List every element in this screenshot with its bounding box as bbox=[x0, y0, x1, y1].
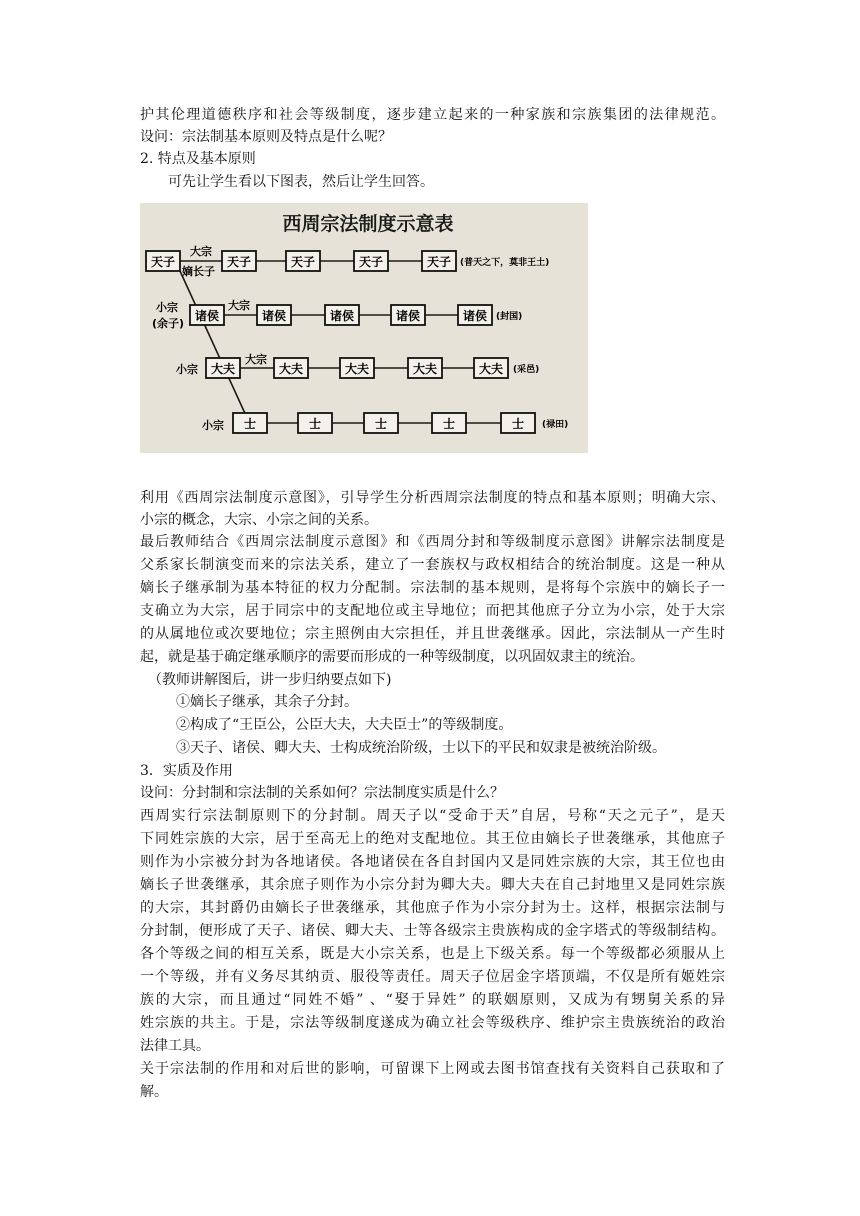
node-shi bbox=[501, 413, 535, 433]
node-zhuhou bbox=[458, 305, 492, 325]
svg-text:大夫: 大夫 bbox=[210, 362, 236, 376]
svg-text:大夫: 大夫 bbox=[412, 362, 438, 376]
svg-text:士: 士 bbox=[442, 417, 456, 431]
note-shi: (禄田) bbox=[542, 420, 569, 430]
diagram-title: 西周宗法制度示意表 bbox=[282, 213, 454, 235]
svg-text:士: 士 bbox=[511, 417, 525, 431]
label-xiaozong: 小宗 bbox=[176, 363, 198, 376]
label-yuzi: (余子) bbox=[152, 317, 185, 330]
zongfa-diagram bbox=[140, 203, 588, 453]
paragraph-line: 关于宗法制的作用和对后世的影响，可留课下上网或去图书馆查找有关资料自己获取和了 bbox=[140, 1061, 725, 1077]
section-heading: 2. 特点及基本原则 bbox=[140, 151, 256, 167]
summary-intro: （教师讲解图后，讲一步归纳要点如下) bbox=[148, 672, 392, 688]
svg-text:诸侯: 诸侯 bbox=[329, 309, 355, 323]
paragraph-line: 解。 bbox=[140, 1084, 168, 1100]
paragraph-line: 西周实行宗法制原则下的分封制。周天子以“受命于天”自居，号称“天之元子”，是天 bbox=[140, 808, 725, 824]
node-shi bbox=[432, 413, 466, 433]
node-zhuhou bbox=[257, 305, 291, 325]
note-dafu: (采邑) bbox=[513, 365, 540, 375]
paragraph-line: 各个等级之间的相互关系，既是大小宗关系，也是上下级关系。每一个等级都必须服从上 bbox=[140, 946, 725, 962]
svg-text:诸侯: 诸侯 bbox=[194, 309, 220, 323]
node-dafu bbox=[408, 358, 442, 378]
svg-text:天子: 天子 bbox=[426, 255, 452, 269]
zongfa-diagram-svg bbox=[140, 203, 588, 453]
node-dafu bbox=[474, 358, 508, 378]
node-shi bbox=[298, 413, 332, 433]
instruction-line: 可先让学生看以下图表，然后让学生回答。 bbox=[168, 174, 434, 190]
label-dizhangzi: 嫡长子 bbox=[182, 265, 215, 278]
paragraph-line: 最后教师结合《西周宗法制度示意图》和《西周分封和等级制度示意图》讲解宗法制度是 bbox=[140, 534, 725, 550]
svg-text:士: 士 bbox=[308, 417, 322, 431]
note-zhuhou: (封国) bbox=[496, 312, 523, 322]
node-zhuhou bbox=[190, 305, 224, 325]
node-tianzi bbox=[422, 251, 456, 271]
paragraph-line: 护其伦理道德秩序和社会等级制度，逐步建立起来的一种家族和宗族集团的法律规范。 bbox=[140, 107, 725, 123]
node-dafu bbox=[340, 358, 374, 378]
node-dafu bbox=[274, 358, 308, 378]
paragraph-line: 分封制，便形成了天子、诸侯、卿大夫、士等各级宗主贵族构成的金字塔式的等级制结构。 bbox=[140, 923, 725, 939]
paragraph-line: 起，就是基于确定继承顺序的需要而形成的一种等级制度，以巩固奴隶主的统治。 bbox=[140, 649, 644, 665]
paragraph-line: 姓宗族的共主。于是，宗法等级制度遂成为确立社会等级秩序、维护宗主贵族统治的政治 bbox=[140, 1015, 725, 1031]
paragraph-line: 嫡长子继承制为基本特征的权力分配制。宗法制的基本规则，是将每个宗族中的嫡长子一 bbox=[140, 580, 725, 596]
note-tianzi: (普天之下，莫非王土) bbox=[460, 258, 550, 268]
paragraph-line: 下同姓宗族的大宗，居于至高无上的绝对支配地位。其王位由嫡长子世袭继承，其他庶子 bbox=[140, 831, 725, 847]
paragraph-line: 支确立为大宗，居于同宗中的支配地位或主导地位；而把其他庶子分立为小宗，处于大宗 bbox=[140, 603, 725, 619]
paragraph-line: 的大宗，其封爵仍由嫡长子世袭继承，其他庶子作为小宗分封为士。这样，根据宗法制与 bbox=[140, 900, 725, 916]
svg-text:诸侯: 诸侯 bbox=[462, 309, 488, 323]
question-line: 设问：分封制和宗法制的关系如何？宗法制度实质是什么？ bbox=[140, 785, 504, 801]
svg-text:大夫: 大夫 bbox=[278, 362, 304, 376]
paragraph-line: 小宗的概念，大宗、小宗之间的关系。 bbox=[140, 512, 378, 528]
node-tianzi bbox=[146, 251, 180, 271]
paragraph-line: 的从属地位或次要地位；宗主照例由大宗担任，并且世袭继承。因此，宗法制从一产生时 bbox=[140, 626, 725, 642]
point-item: ①嫡长子继承，其余子分封。 bbox=[176, 694, 358, 710]
svg-text:大夫: 大夫 bbox=[344, 362, 370, 376]
svg-text:天子: 天子 bbox=[150, 255, 176, 269]
paragraph-line: 一个等级，并有义务尽其纳贡、服役等责任。周天子位居金字塔顶端，不仅是所有姬姓宗 bbox=[140, 969, 725, 985]
node-shi bbox=[364, 413, 398, 433]
svg-text:诸侯: 诸侯 bbox=[395, 309, 421, 323]
paragraph-line: 父系家长制演变而来的宗法关系，建立了一套族权与政权相结合的统治制度。这是一种从 bbox=[140, 557, 725, 573]
label-dazong: 大宗 bbox=[190, 245, 212, 258]
label-dazong: 大宗 bbox=[245, 353, 267, 366]
paragraph-line: 利用《西周宗法制度示意图》，引导学生分析西周宗法制度的特点和基本原则；明确大宗、 bbox=[140, 490, 725, 506]
node-tianzi bbox=[222, 251, 256, 271]
svg-text:天子: 天子 bbox=[290, 255, 316, 269]
node-zhuhou bbox=[325, 305, 359, 325]
section-heading: 3．实质及作用 bbox=[140, 763, 233, 779]
label-xiaozong: 小宗 bbox=[156, 301, 178, 314]
svg-text:天子: 天子 bbox=[226, 255, 252, 269]
question-line: 设问：宗法制基本原则及特点是什么呢？ bbox=[140, 129, 392, 145]
svg-text:天子: 天子 bbox=[358, 255, 384, 269]
paragraph-line: 则作为小宗被分封为各地诸侯。各地诸侯在各自封国内又是同姓宗族的大宗，其王位也由 bbox=[140, 854, 725, 870]
svg-text:士: 士 bbox=[243, 417, 257, 431]
svg-text:士: 士 bbox=[374, 417, 388, 431]
node-dafu bbox=[206, 358, 240, 378]
point-item: ③天子、诸侯、卿大夫、士构成统治阶级，士以下的平民和奴隶是被统治阶级。 bbox=[176, 740, 666, 756]
svg-text:大夫: 大夫 bbox=[478, 362, 504, 376]
paragraph-line: 嫡长子世袭继承，其余庶子则作为小宗分封为卿大夫。卿大夫在自己封地里又是同姓宗族 bbox=[140, 877, 725, 893]
node-shi bbox=[233, 413, 267, 433]
node-tianzi bbox=[286, 251, 320, 271]
svg-text:诸侯: 诸侯 bbox=[261, 309, 287, 323]
paragraph-line: 族的大宗，而且通过“同姓不婚” 、“娶于异姓” 的联姻原则，又成为有甥舅关系的异 bbox=[140, 992, 725, 1008]
paragraph-line: 法律工具。 bbox=[140, 1038, 210, 1054]
node-tianzi bbox=[354, 251, 388, 271]
label-dazong: 大宗 bbox=[228, 299, 250, 312]
label-xiaozong: 小宗 bbox=[202, 419, 224, 432]
node-zhuhou bbox=[391, 305, 425, 325]
point-item: ②构成了“王臣公，公臣大夫，大夫臣士”的等级制度。 bbox=[176, 717, 513, 733]
